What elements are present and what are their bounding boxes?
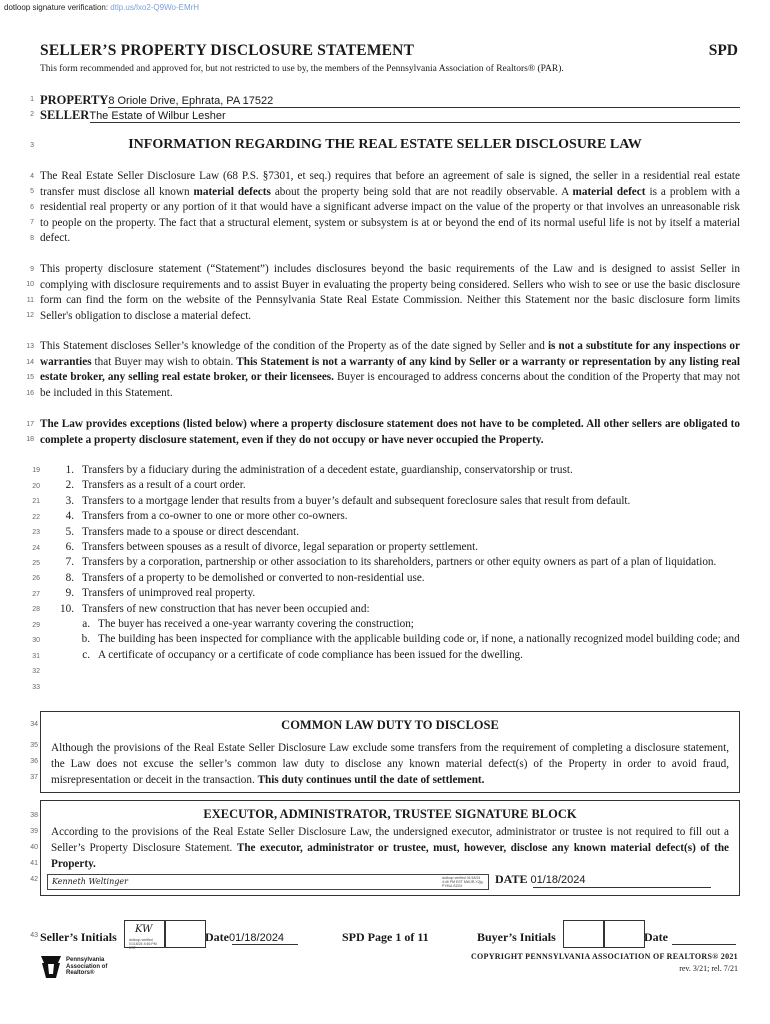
item-text: Transfers as a result of a court order. — [82, 479, 246, 492]
list-item — [40, 509, 740, 524]
line-number: 29 — [32, 622, 40, 629]
line-number: 14 — [26, 359, 34, 366]
seller-initials: KW — [135, 924, 153, 935]
line-number: 5 — [30, 188, 34, 195]
list-item — [40, 478, 740, 493]
executor-date-row — [495, 872, 586, 887]
line-number: 36 — [30, 758, 38, 765]
list-item — [40, 586, 740, 601]
property-field[interactable]: 8 Oriole Drive, Ephrata, PA 17522 — [108, 95, 274, 107]
line-number: 4 — [30, 173, 34, 180]
bold-text: material defect — [572, 185, 646, 198]
date-underline — [533, 887, 711, 888]
bold-text: This Statement is not a warranty of any kind by Seller or a warranty or representation by any listing real estate broker, any selling real estate broker, or their licensees. — [40, 355, 740, 383]
buyer-initials-box-2[interactable] — [603, 920, 645, 948]
signature-verify-note: dotloop verified 01/18/24 4:46 PM EST MWJR-Y2jg-PYMU-SZXX — [442, 876, 484, 888]
common-law-text — [41, 740, 739, 788]
line-number: 12 — [26, 312, 34, 319]
executor-text — [41, 824, 739, 872]
list-item — [40, 555, 740, 570]
form-title: SELLER’S PROPERTY DISCLOSURE STATEMENT — [40, 42, 415, 59]
line-number: 43 — [30, 932, 38, 939]
line-number: 27 — [32, 591, 40, 598]
exceptions-intro-paragraph: The Law provides exceptions (listed below) where a property disclosure statement does not have to be completed. All other sellers are obligated to complete a property disclosure statement, even if they do not occupy or have never occupied the Property. — [40, 418, 740, 446]
date-label: DATE — [495, 872, 528, 886]
logo-line: Pennsylvania — [66, 957, 105, 963]
line-number: 9 — [30, 266, 34, 273]
line-number: 18 — [26, 436, 34, 443]
line-number: 32 — [32, 668, 40, 675]
line-number: 17 — [26, 421, 34, 428]
logo-line: Realtors® — [66, 970, 95, 976]
item-text: Transfers by a corporation, partnership or other association to its shareholders, partners or other equity owners as part of a plan of liquidation. — [82, 556, 717, 569]
item-number: 6. — [65, 541, 74, 554]
buyers-initials-label: Buyer’s Initials — [477, 930, 556, 944]
buyer-initials-box-1[interactable] — [563, 920, 605, 948]
line-number: 35 — [30, 742, 38, 749]
common-law-title: COMMON LAW DUTY TO DISCLOSE — [281, 718, 499, 732]
item-text: Transfers of unimproved real property. — [82, 587, 256, 600]
item-number: 2. — [65, 479, 74, 492]
line-number: 8 — [30, 235, 34, 242]
line-number: 3 — [30, 142, 34, 149]
item-letter: a. — [82, 618, 90, 631]
seller-date-row — [205, 930, 284, 945]
item-text: The buyer has received a one-year warranty covering the construction; — [98, 618, 414, 631]
sellers-initials-label: Seller’s Initials — [40, 930, 117, 944]
copyright-notice: COPYRIGHT PENNSYLVANIA ASSOCIATION OF REALTORS® 2021 — [470, 952, 738, 961]
list-item — [40, 540, 740, 555]
text-span: is a problem with a residential real property or any portion of it that would have a significant adverse impact on the value of the property or that involves an unreasonable risk to people on the property. The fact that a structural element, system or subsystem is at or beyond the end of its normal useful life is not by itself a material defect. — [40, 185, 740, 244]
text-span: This Statement discloses Seller’s knowledge of the condition of the Property as of the date signed by Seller and — [40, 340, 548, 352]
item-text: Transfers by a fiduciary during the administration of a decedent estate, guardianship, conservatorship or trust. — [82, 464, 573, 476]
property-label: PROPERTY — [40, 93, 109, 107]
text-span: Buyer is encouraged to address concerns about the condition of the Property that may not be included in this Statement. — [40, 371, 740, 399]
item-text: Transfers between spouses as a result of divorce, legal separation or property settlement. — [82, 541, 479, 554]
list-item — [40, 602, 740, 617]
line-number: 24 — [32, 545, 40, 552]
line-number: 23 — [32, 529, 40, 536]
seller-row — [40, 108, 226, 123]
seller-date-field[interactable]: 01/18/2024 — [229, 932, 285, 944]
executor-signature: Kenneth Weltinger — [52, 877, 128, 886]
executor-title: EXECUTOR, ADMINISTRATOR, TRUSTEE SIGNATURE BLOCK — [203, 807, 577, 821]
item-number: 8. — [65, 571, 74, 584]
list-item — [40, 463, 740, 478]
executor-signature-field[interactable] — [47, 874, 489, 890]
line-number: 30 — [32, 637, 40, 644]
item-text: Transfers of new construction that has never been occupied and: — [82, 602, 370, 615]
disclosure-law-paragraph — [40, 169, 740, 247]
initials-verify-note: dotloop verified 01/18/24 4:46 PM EST — [129, 938, 157, 950]
line-number: 15 — [26, 374, 34, 381]
item-letter: b. — [81, 633, 90, 646]
logo-line: Association of — [66, 963, 108, 970]
date-label: Date — [205, 930, 229, 944]
seller-underline — [90, 122, 740, 123]
line-number: 39 — [30, 828, 38, 835]
line-number: 13 — [26, 343, 34, 350]
item-text: Transfers to a mortgage lender that results from a buyer’s default and subsequent foreclosure sales that result from default. — [82, 494, 631, 507]
common-law-box — [40, 711, 740, 793]
property-row — [40, 93, 273, 108]
verification-link[interactable]: dtlp.us/lxo2-Q9Wo-EMrH — [110, 3, 200, 12]
bold-text: is not a substitute for any inspections or warranties — [40, 340, 740, 368]
line-number: 38 — [30, 812, 38, 819]
item-number: 7. — [65, 556, 74, 569]
sub-list-item — [40, 617, 740, 632]
item-number: 3. — [65, 494, 74, 507]
statement-scope-paragraph: This property disclosure statement (“Statement”) includes disclosures beyond the basic requirements of the Law and is designed to assist Seller in complying with disclosure requirements and to assist Buyer in evaluating the property being considered. Sellers who wish to see or use the basic disclosure form can find the form on the website of the Pennsylvania State Real Estate Commission. Neither this Statement nor the basic disclosure form limits Seller's obligation to disclose a material defect. — [40, 263, 740, 322]
item-text: Transfers made to a spouse or direct descendant. — [82, 525, 300, 538]
verification-label: dotloop signature verification: — [4, 3, 109, 12]
executor-date-field[interactable]: 01/18/2024 — [530, 874, 586, 886]
section-heading: INFORMATION REGARDING THE REAL ESTATE SELLER DISCLOSURE LAW — [128, 137, 642, 152]
item-text: Transfers from a co-owner to one or more other co-owners. — [82, 510, 348, 523]
buyer-date-underline[interactable] — [672, 944, 736, 945]
line-number: 7 — [30, 219, 34, 226]
form-code: SPD — [708, 42, 738, 59]
par-logo — [40, 955, 108, 984]
logo-text — [66, 957, 126, 977]
line-number: 20 — [32, 483, 40, 490]
line-number: 11 — [26, 297, 34, 304]
text-span: According to the provisions of the Real Estate Seller Disclosure Law, the undersigned executor, administrator or trustee is not required to fill out a Seller’s Property Disclosure Statement. — [51, 826, 729, 854]
bold-text: material defects — [193, 185, 271, 198]
line-number: 6 — [30, 204, 34, 211]
line-number: 21 — [32, 498, 40, 505]
item-text: The building has been inspected for compliance with the applicable building code or, if none, a nationally recognized model building code; and — [98, 633, 740, 646]
revision-note: rev. 3/21; rel. 7/21 — [679, 964, 738, 973]
line-number: 42 — [30, 876, 38, 883]
bold-text: The executor, administrator or trustee, must, however, disclose any known material defect(s) of the Property. — [51, 842, 730, 870]
item-number: 1. — [65, 464, 74, 476]
seller-initials-box-2[interactable] — [164, 920, 206, 948]
text-span: Although the provisions of the Real Estate Seller Disclosure Law exclude some transfers from the requirement of completing a disclosure statement, the Law does not excuse the seller’s common law duty to disclose any known material defect(s) of the Property in order to avoid fraud, misrepresentation or deceit in the transaction. — [51, 742, 729, 786]
knowledge-paragraph — [40, 339, 740, 401]
list-item — [40, 525, 740, 540]
item-letter: c. — [82, 648, 90, 661]
line-number: 37 — [30, 774, 38, 781]
line-number: 26 — [32, 575, 40, 582]
line-number: 41 — [30, 860, 38, 867]
line-number: 16 — [26, 390, 34, 397]
item-number: 5. — [65, 525, 74, 538]
buyer-date-label: Date — [644, 930, 668, 944]
exceptions-list — [40, 463, 740, 663]
line-number: 28 — [32, 606, 40, 613]
line-number: 40 — [30, 844, 38, 851]
seller-date-underline — [232, 944, 298, 945]
line-number: 31 — [32, 653, 40, 660]
item-number: 9. — [65, 587, 74, 600]
bold-text: This duty continues until the date of settlement. — [257, 774, 485, 786]
line-number: 22 — [32, 514, 40, 521]
text-span: The Real Estate Seller Disclosure Law (68 P.S. §7301, et seq.) requires that before an agreement of sale is signed, the seller in a residential real estate transfer must disclose all known — [40, 170, 740, 198]
page-indicator: SPD Page 1 of 11 — [342, 930, 429, 944]
line-number: 2 — [30, 111, 34, 118]
item-number: 10. — [60, 602, 74, 615]
line-number: 34 — [30, 721, 38, 728]
list-item — [40, 494, 740, 509]
item-number: 4. — [65, 510, 74, 523]
line-number: 10 — [26, 281, 34, 288]
line-number: 19 — [32, 467, 40, 474]
sub-list-item — [40, 632, 740, 647]
dotloop-verification — [4, 3, 199, 12]
line-number: 33 — [32, 684, 40, 691]
text-span: about the property being sold that are not readily observable. A — [270, 185, 573, 198]
seller-label: SELLER — [40, 108, 90, 122]
line-number: 25 — [32, 560, 40, 567]
item-text: Transfers of a property to be demolished or converted to non-residential use. — [82, 571, 425, 584]
list-item — [40, 571, 740, 586]
seller-field[interactable]: The Estate of Wilbur Lesher — [89, 110, 226, 122]
keystone-icon — [40, 955, 62, 979]
line-number: 1 — [30, 96, 34, 103]
item-text: A certificate of occupancy or a certificate of code compliance has been issued for the dwelling. — [98, 648, 523, 661]
form-subtitle: This form recommended and approved for, but not restricted to use by, the members of the Pennsylvania Association of Realtors® (PAR). — [40, 64, 564, 74]
seller-initials-box-1[interactable] — [124, 920, 166, 948]
text-span: that Buyer may wish to obtain. — [91, 355, 237, 368]
sub-list-item — [40, 648, 740, 663]
